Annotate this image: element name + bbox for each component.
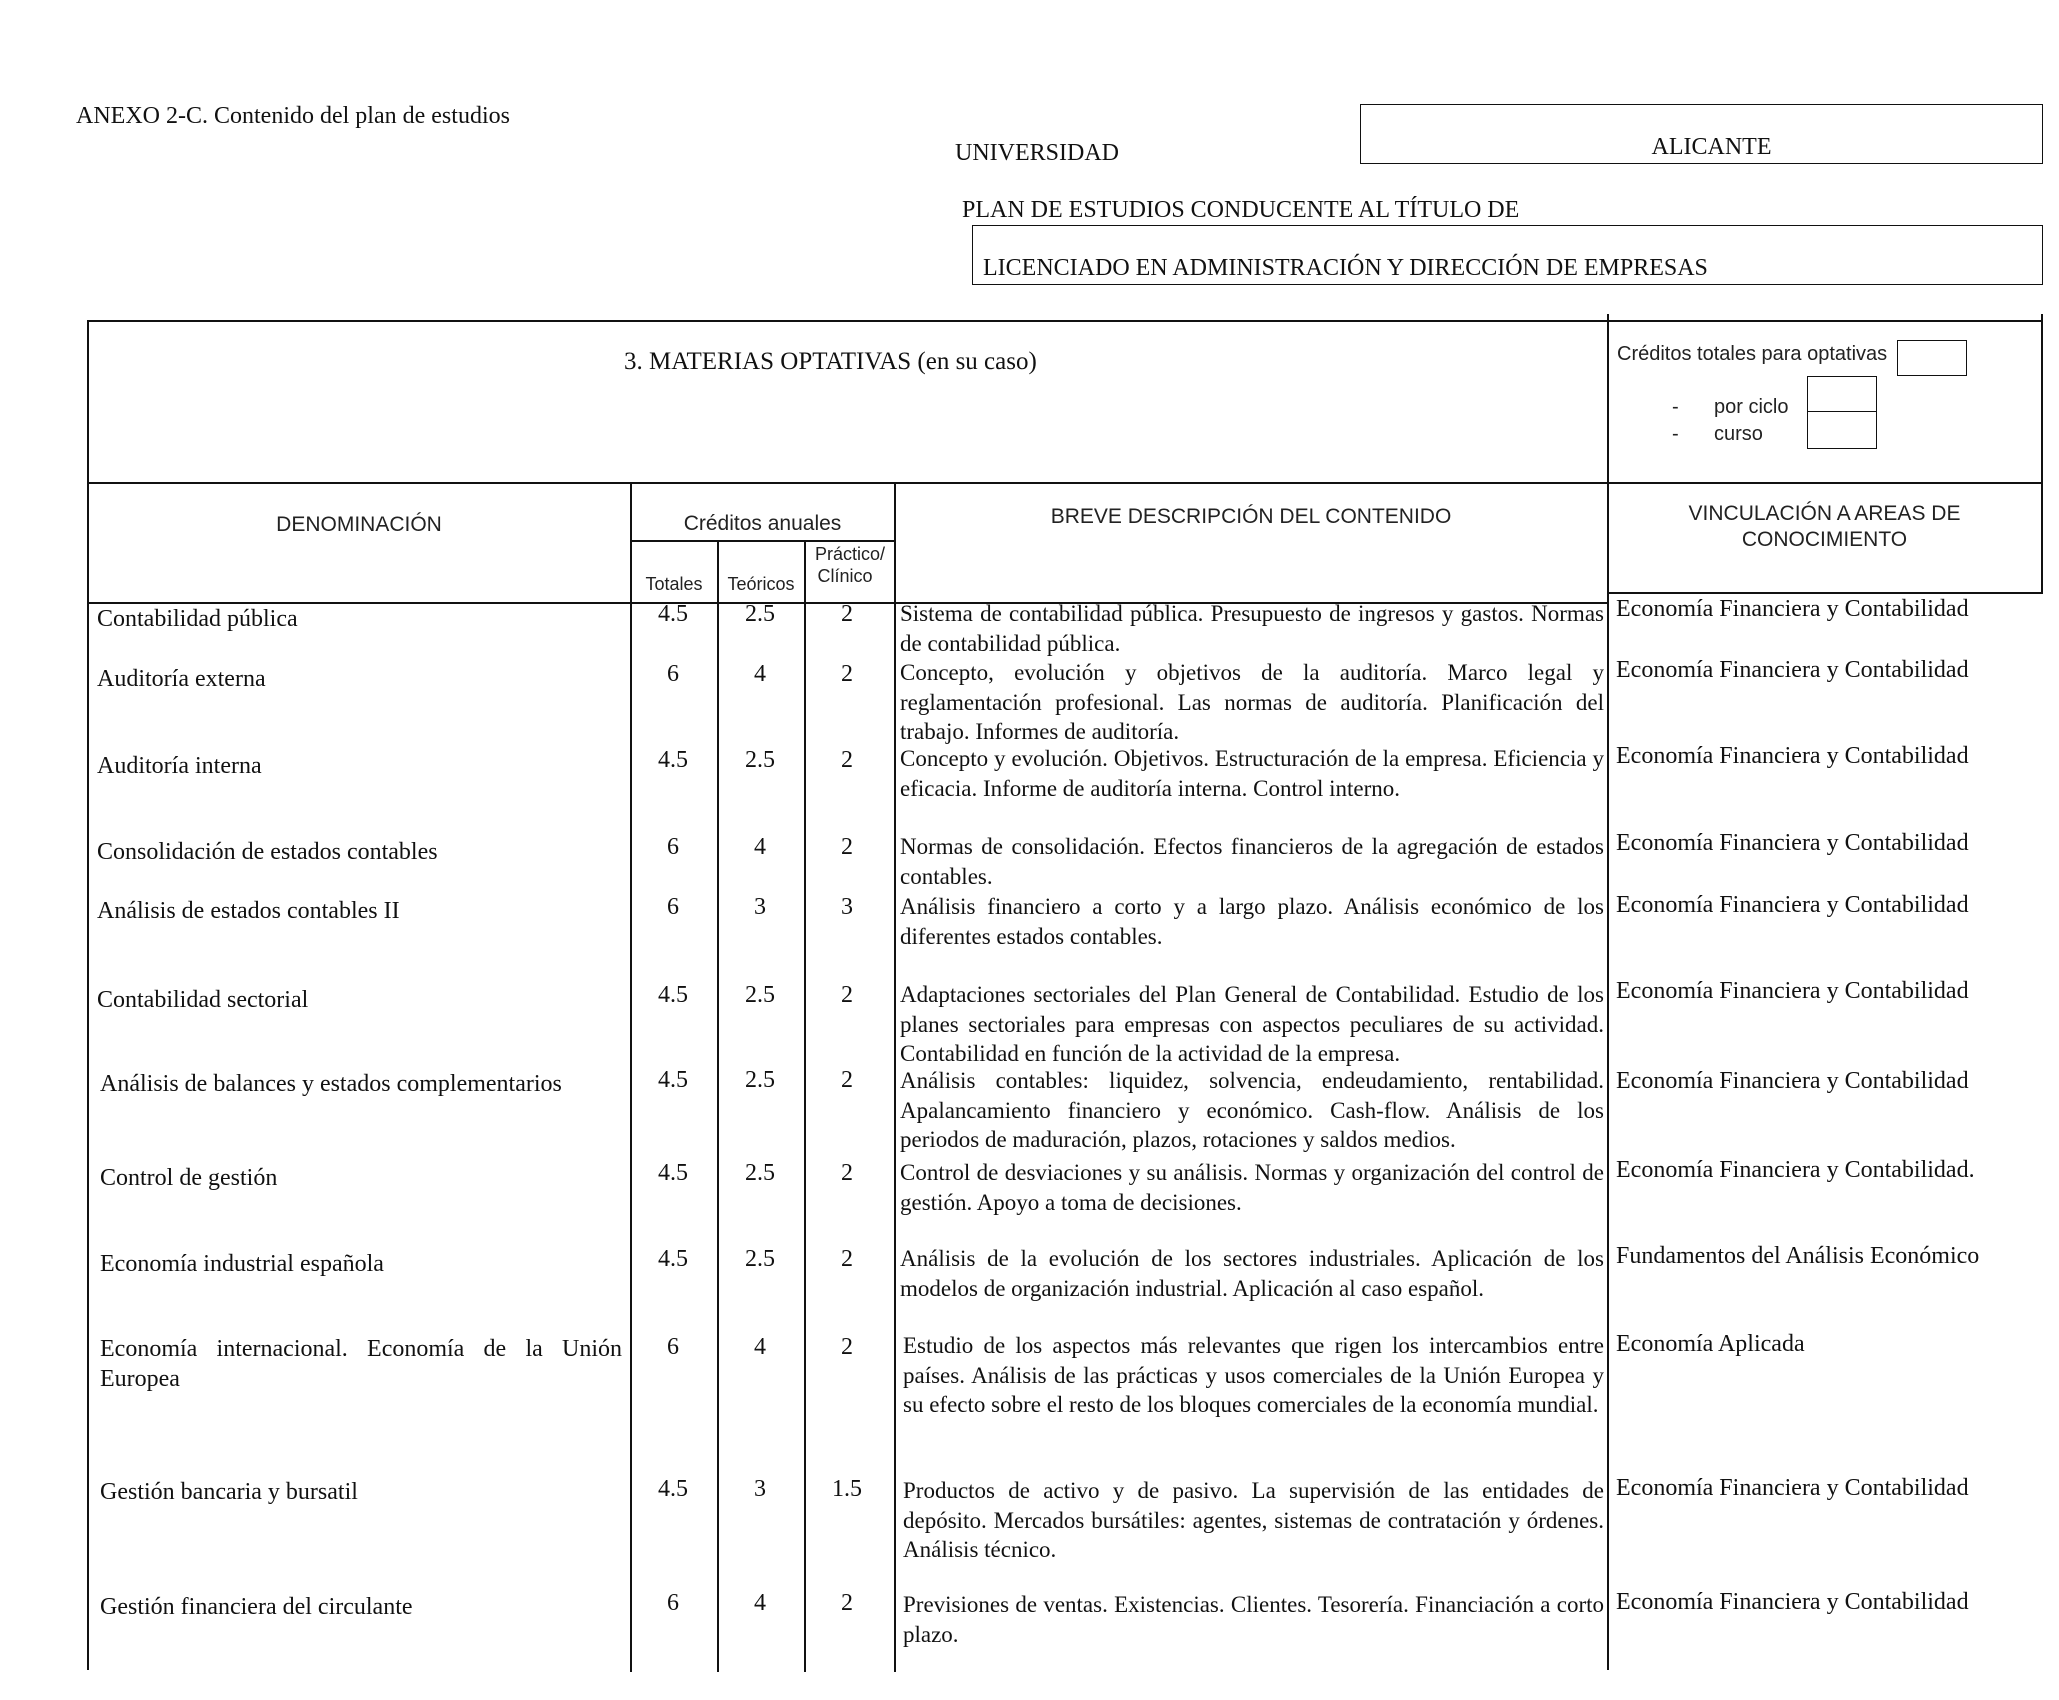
course-teoricos: 4 — [754, 1334, 766, 1360]
course-description: Análisis financiero a corto y a largo plazo. Análisis económico de los diferentes estados contables. — [900, 894, 1604, 949]
course-name: Gestión bancaria y bursatil — [100, 1479, 358, 1505]
course-name: Análisis de estados contables II — [97, 898, 400, 924]
course-teoricos: 2.5 — [745, 982, 775, 1008]
course-area: Economía Financiera y Contabilidad — [1616, 1068, 1969, 1094]
section-title: 3. MATERIAS OPTATIVAS (en su caso) — [624, 348, 1037, 375]
course-area: Economía Financiera y Contabilidad — [1616, 743, 1969, 769]
section-separator — [87, 482, 2043, 484]
header-practico-line1: Práctico/ — [814, 544, 886, 564]
header-vinculacion-line2: CONOCIMIENTO — [1741, 528, 1908, 551]
course-practicos: 2 — [841, 1160, 853, 1186]
course-area: Fundamentos del Análisis Económico — [1616, 1243, 1980, 1269]
course-name: Análisis de balances y estados complementarios — [100, 1071, 562, 1097]
course-practicos: 2 — [841, 747, 853, 773]
course-totales: 4.5 — [658, 1160, 688, 1186]
course-box — [1807, 411, 1877, 449]
course-totales: 4.5 — [658, 1246, 688, 1272]
course-name: Auditoría interna — [97, 753, 262, 779]
header-denominacion: DENOMINACIÓN — [276, 513, 442, 536]
university-value: ALICANTE — [1651, 134, 1772, 160]
course-totales: 6 — [667, 1334, 679, 1360]
course-practicos: 2 — [841, 1067, 853, 1093]
credits-total-label: Créditos totales para optativas — [1617, 343, 1888, 365]
course-practicos: 2 — [841, 834, 853, 860]
annex-label: ANEXO 2-C. Contenido del plan de estudios — [76, 103, 510, 129]
header-vinculacion-line1: VINCULACIÓN A AREAS DE — [1688, 502, 1961, 525]
course-name: Gestión financiera del circulante — [100, 1594, 413, 1620]
header-descripcion: BREVE DESCRIPCIÓN DEL CONTENIDO — [1050, 505, 1452, 528]
header-practico-line2: Clínico — [817, 566, 873, 586]
course-area: Economía Financiera y Contabilidad — [1616, 1475, 1969, 1501]
course-description: Análisis contables: liquidez, solvencia, endeudamiento, rentabilidad. Apalancamiento financiero y económico. Cash-flow. Análisis de los periodos de maduración, plazos, rotaciones y saldos medios. — [900, 1068, 1604, 1152]
course-practicos: 2 — [841, 1246, 853, 1272]
course-practicos: 1.5 — [832, 1476, 862, 1502]
university-label: UNIVERSIDAD — [955, 140, 1119, 166]
col-divider-totales — [717, 540, 719, 1672]
course-practicos: 2 — [841, 1590, 853, 1616]
course-name: Contabilidad sectorial — [97, 987, 309, 1013]
course-area: Economía Financiera y Contabilidad — [1616, 892, 1969, 918]
course-name: Consolidación de estados contables — [97, 839, 438, 865]
course-label: curso — [1714, 423, 1763, 445]
course-teoricos: 2.5 — [745, 1160, 775, 1186]
col-divider-credits — [894, 482, 896, 1672]
course-description: Normas de consolidación. Efectos financieros de la agregación de estados contables. — [900, 834, 1604, 889]
course-totales: 4.5 — [658, 1476, 688, 1502]
course-description: Sistema de contabilidad pública. Presupuesto de ingresos y gastos. Normas de contabilidad pública. — [900, 601, 1604, 656]
plan-label: PLAN DE ESTUDIOS CONDUCENTE AL TÍTULO DE — [962, 197, 1520, 223]
course-teoricos: 3 — [754, 894, 766, 920]
course-totales: 6 — [667, 834, 679, 860]
course-name: Economía industrial española — [100, 1251, 384, 1277]
course-totales: 4.5 — [658, 1067, 688, 1093]
course-area: Economía Financiera y Contabilidad — [1616, 830, 1969, 856]
course-teoricos: 4 — [754, 834, 766, 860]
course-description: Previsiones de ventas. Existencias. Clientes. Tesorería. Financiación a corto plazo. — [903, 1592, 1604, 1647]
course-description: Control de desviaciones y su análisis. Normas y organización del control de gestión. Apoyo a toma de decisiones. — [900, 1160, 1604, 1215]
course-totales: 4.5 — [658, 747, 688, 773]
course-teoricos: 2.5 — [745, 601, 775, 627]
course-teoricos: 3 — [754, 1476, 766, 1502]
course-name: Contabilidad pública — [97, 606, 298, 632]
course-totales: 6 — [667, 661, 679, 687]
course-practicos: 2 — [841, 1334, 853, 1360]
course-name: Economía internacional. Economía de la Unión Europea — [100, 1336, 622, 1392]
course-description: Productos de activo y de pasivo. La supervisión de las entidades de depósito. Mercados bursátiles: agentes, sistemas de contratación y órdenes. Análisis técnico. — [903, 1478, 1604, 1562]
course-area: Economía Aplicada — [1616, 1331, 1805, 1357]
header-creditos-anuales: Créditos anuales — [683, 512, 842, 535]
course-practicos: 2 — [841, 601, 853, 627]
course-area: Economía Financiera y Contabilidad — [1616, 596, 1969, 622]
course-totales: 6 — [667, 1590, 679, 1616]
course-name: Control de gestión — [100, 1165, 278, 1191]
course-area: Economía Financiera y Contabilidad. — [1616, 1157, 1975, 1183]
course-totales: 6 — [667, 894, 679, 920]
course-area: Economía Financiera y Contabilidad — [1616, 978, 1969, 1004]
course-dash: - — [1672, 423, 1679, 445]
degree-title: LICENCIADO EN ADMINISTRACIÓN Y DIRECCIÓN DE EMPRESAS — [983, 255, 1708, 281]
course-practicos: 3 — [841, 894, 853, 920]
course-practicos: 2 — [841, 982, 853, 1008]
course-teoricos: 4 — [754, 1590, 766, 1616]
course-description: Concepto y evolución. Objetivos. Estructuración de la empresa. Eficiencia y eficacia. Informe de auditoría interna. Control interno. — [900, 746, 1604, 801]
credits-total-box — [1897, 340, 1967, 376]
header-teoricos: Teóricos — [727, 574, 795, 594]
course-totales: 4.5 — [658, 982, 688, 1008]
per-cycle-label: por ciclo — [1714, 396, 1789, 418]
course-name: Auditoría externa — [97, 666, 266, 692]
credits-subheader-line — [630, 540, 894, 542]
course-teoricos: 2.5 — [745, 1246, 775, 1272]
col-divider-name — [630, 482, 632, 1672]
per-cycle-dash: - — [1672, 396, 1679, 418]
course-description: Análisis de la evolución de los sectores industriales. Aplicación de los modelos de organización industrial. Aplicación al caso español. — [900, 1246, 1604, 1301]
course-teoricos: 4 — [754, 661, 766, 687]
course-area: Economía Financiera y Contabilidad — [1616, 657, 1969, 683]
course-area: Economía Financiera y Contabilidad — [1616, 1589, 1969, 1615]
per-cycle-box — [1807, 376, 1877, 412]
table-border-top — [87, 320, 2043, 322]
course-description: Adaptaciones sectoriales del Plan General de Contabilidad. Estudio de los planes sectoriales para empresas con aspectos peculiares de su actividad. Contabilidad en función de la actividad de la empresa. — [900, 982, 1604, 1066]
header-totales: Totales — [645, 574, 703, 594]
course-totales: 4.5 — [658, 601, 688, 627]
course-practicos: 2 — [841, 661, 853, 687]
col-divider-teoricos — [804, 540, 806, 1672]
table-border-right-top — [2041, 314, 2043, 594]
course-description: Estudio de los aspectos más relevantes que rigen los intercambios entre países. Análisis de las prácticas y usos comerciales de la Unión Europea y su efecto sobre el resto de los bloques comerciales de la economía mundial. — [903, 1333, 1604, 1417]
course-teoricos: 2.5 — [745, 1067, 775, 1093]
course-teoricos: 2.5 — [745, 747, 775, 773]
course-description: Concepto, evolución y objetivos de la auditoría. Marco legal y reglamentación profesional. Las normas de auditoría. Planificación del trabajo. Informes de auditoría. — [900, 660, 1604, 744]
